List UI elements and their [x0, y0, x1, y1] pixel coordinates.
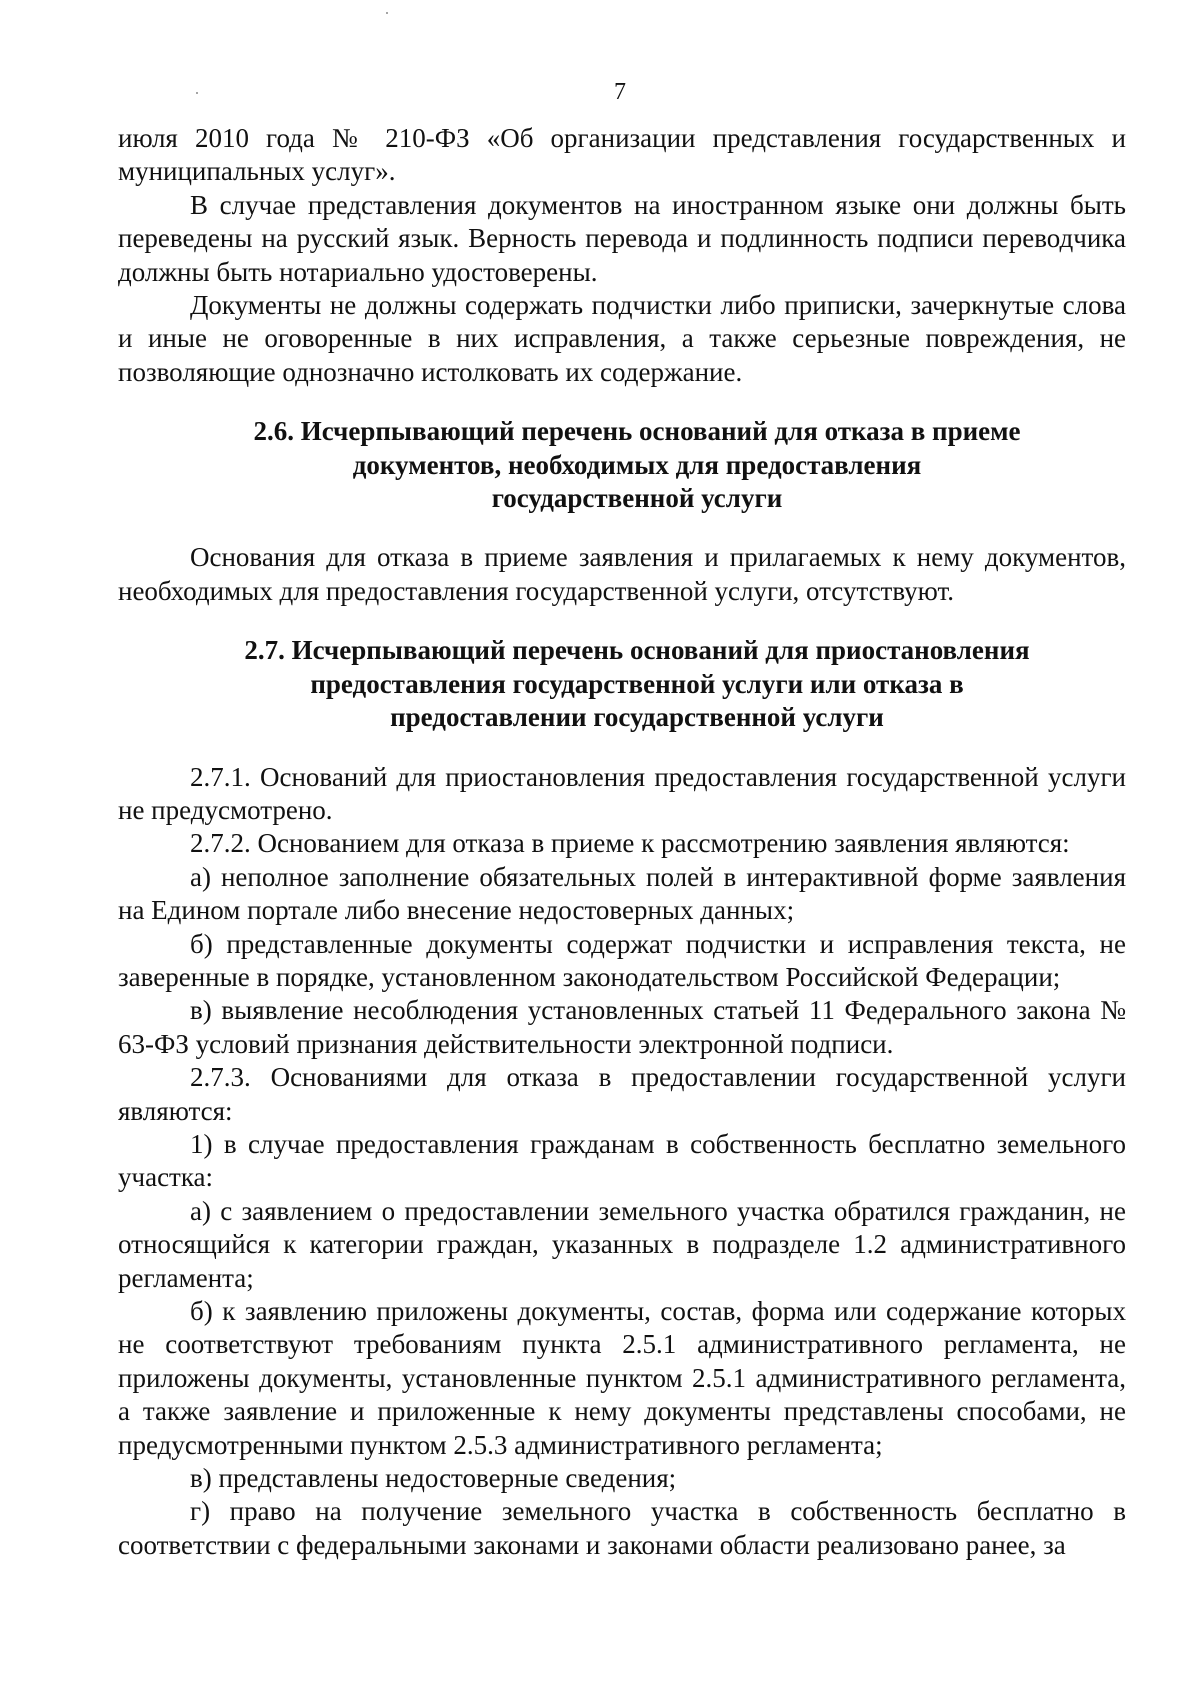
list-item-2-7-2-b: б) представленные документы содержат подчистки и исправления текста, не заверенные в порядке, установленном законодательством Российской Федерации; [118, 928, 1126, 992]
page-number: 7 [614, 79, 626, 105]
list-item-2-7-3-1-a: а) с заявлением о предоставлении земельного участка обратился гражданин, не относящийся к категории граждан, указанных в подразделе 1.2 административного регламента; [118, 1195, 1126, 1293]
list-item-2-7-2-a: а) неполное заполнение обязательных полей в интерактивной форме заявления на Едином портале либо внесение недостоверных данных; [118, 861, 1126, 926]
list-item-2-7-3-1-g: г) право на получение земельного участка в собственность бесплатно в соответствии с федеральными законами и законами области реализовано ранее, за [118, 1496, 1126, 1560]
paragraph-no-refusal-grounds: Основания для отказа в приеме заявления и прилагаемых к нему документов, необходимых для предоставления государственной услуги, отсутствуют. [118, 542, 1126, 606]
heading-line: государственной услуги [491, 483, 783, 514]
list-item-2-7-3-1-v: в) представлены недостоверные сведения; [190, 1463, 677, 1494]
paragraph-2-7-2: 2.7.2. Основанием для отказа в приеме к рассмотрению заявления являются: [190, 828, 1070, 859]
list-item-2-7-3-1: 1) в случае предоставления гражданам в собственность бесплатно земельного участка: [118, 1128, 1126, 1193]
scan-speck [386, 12, 388, 14]
heading-line: предоставлении государственной услуги [390, 702, 884, 733]
paragraph-2-7-3: 2.7.3. Основаниями для отказа в предоставлении государственной услуги являются: [118, 1062, 1126, 1126]
heading-line: предоставления государственной услуги или отказа в [310, 668, 964, 699]
paragraph-foreign-language: В случае представления документов на иностранном языке они должны быть переведены на русский язык. Верность перевода и подлинность подписи переводчика должны быть нотариально удостоверены. [118, 189, 1126, 287]
paragraph-law-reference: июля 2010 года № 210-ФЗ «Об организации представления государственных и муниципальных услуг». [118, 123, 1126, 187]
paragraph-document-requirements: Документы не должны содержать подчистки либо приписки, зачеркнутые слова и иные не оговоренные в них исправления, а также серьезные повреждения, не позволяющие однозначно истолковать их содержание. [118, 290, 1126, 387]
paragraph-2-7-1: 2.7.1. Оснований для приостановления предоставления государственной услуги не предусмотрено. [118, 761, 1126, 825]
section-2-6-heading [118, 415, 1126, 515]
document-body [118, 122, 1126, 1562]
heading-line: 2.6. Исчерпывающий перечень оснований для отказа в приеме [253, 416, 1021, 447]
section-2-7-heading [118, 634, 1126, 734]
list-item-2-7-3-1-b: б) к заявлению приложены документы, состав, форма или содержание которых не соответствуют требованиям пункта 2.5.1 административного регламента, не приложены документы, установленные пунктом 2.5.1 административного регламента, а также заявление и приложенные к нему документы представлены способами, не предусмотренными пунктом 2.5.3 административного регламента; [118, 1296, 1126, 1460]
heading-line: документов, необходимых для предоставления [352, 449, 922, 480]
heading-line: 2.7. Исчерпывающий перечень оснований для приостановления [244, 635, 1030, 666]
list-item-2-7-2-v: в) выявление несоблюдения установленных статьей 11 Федерального закона № 63-ФЗ условий признания действительности электронной подписи. [118, 995, 1126, 1059]
